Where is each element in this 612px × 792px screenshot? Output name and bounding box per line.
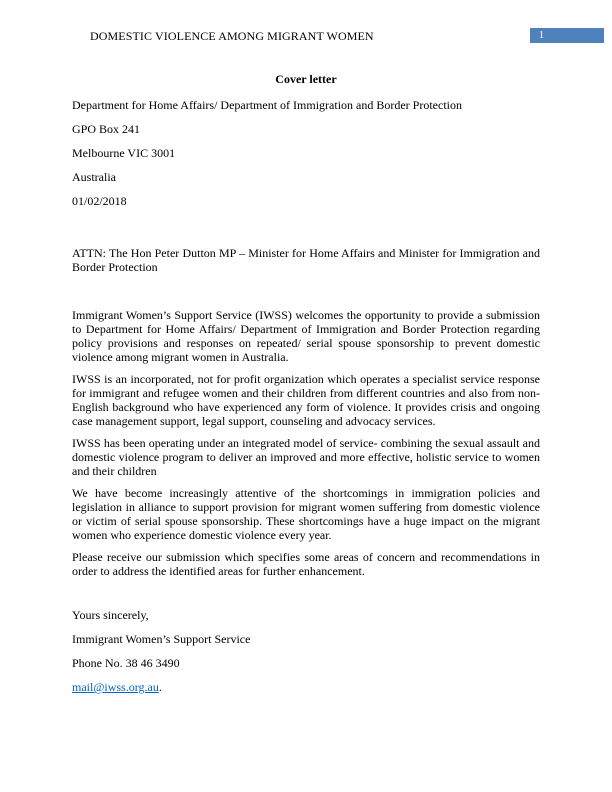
- body-paragraph-3: IWSS has been operating under an integrated model of service- combining the sexual assault and domestic violence program to deliver an improved and more effective, holistic service to women and their children: [72, 436, 540, 478]
- page-number: 1: [530, 28, 604, 43]
- body-paragraph-5: Please receive our submission which specifies some areas of concern and recommendations in order to address the identified areas for further enhancement.: [72, 550, 540, 578]
- letter-title: Cover letter: [275, 72, 337, 86]
- body-paragraph-1: Immigrant Women’s Support Service (IWSS) welcomes the opportunity to provide a submission to Department for Home Affairs/ Department of Immigration and Border Protection regarding policy provisions and responses on repeated/ serial spouse sponsorship to prevent domestic violence among migrant women in Australia.: [72, 308, 540, 364]
- letter-body: [72, 72, 540, 704]
- signature-phone: Phone No. 38 46 3490: [72, 656, 180, 670]
- letter-date: 01/02/2018: [72, 194, 127, 208]
- body-paragraph-2: IWSS is an incorporated, not for profit organization which operates a specialist service response for immigrant and refugee women and their children from different countries and also from non-English background who have experienced any form of violence. It provides crisis and ongoing case management support, legal support, counseling and advocacy services.: [72, 372, 540, 428]
- closing-salutation: Yours sincerely,: [72, 608, 149, 622]
- recipient-po-box: GPO Box 241: [72, 122, 141, 136]
- attention-line: ATTN: The Hon Peter Dutton MP – Minister for Home Affairs and Minister for Immigration and Border Protection: [72, 246, 540, 274]
- email-link[interactable]: mail@iwss.org.au: [72, 680, 159, 694]
- body-paragraph-4: We have become increasingly attentive of the shortcomings in immigration policies and legislation in alliance to support provision for migrant women suffering from domestic violence or victim of serial spouse sponsorship. These shortcomings have a huge impact on the migrant women who experience domestic violence every year.: [72, 486, 540, 542]
- recipient-city: Melbourne VIC 3001: [72, 146, 176, 160]
- signature-organization: Immigrant Women’s Support Service: [72, 632, 251, 646]
- signature-email-line: [72, 680, 540, 694]
- recipient-country: Australia: [72, 170, 116, 184]
- email-suffix: .: [158, 680, 162, 694]
- running-header: DOMESTIC VIOLENCE AMONG MIGRANT WOMEN: [90, 29, 374, 43]
- recipient-department: Department for Home Affairs/ Department of Immigration and Border Protection: [72, 98, 462, 112]
